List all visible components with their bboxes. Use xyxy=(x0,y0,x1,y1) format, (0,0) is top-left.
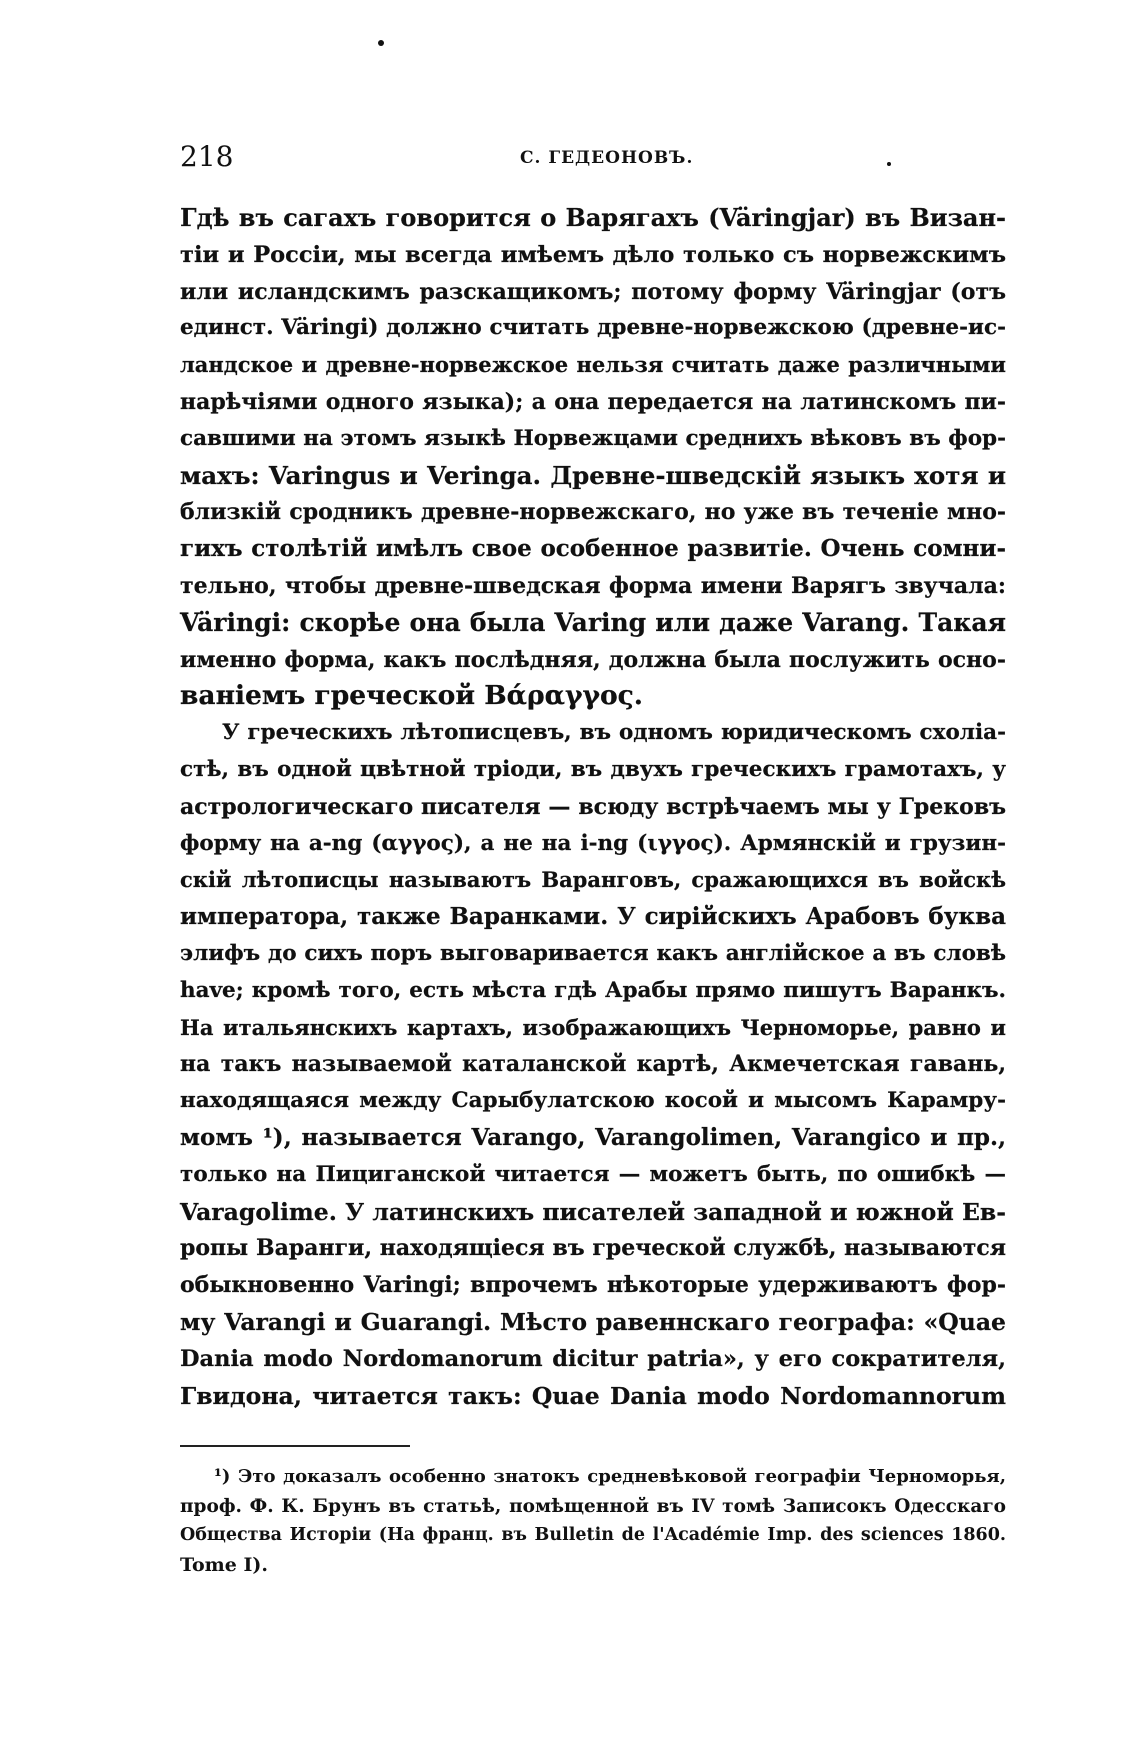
text-line: Гдѣ въ сагахъ говорится о Варягахъ (Väringjar) въ Визан- xyxy=(180,203,1006,232)
text-line: му Varangi и Guarangi. Мѣсто равеннскаго географа: «Quae xyxy=(180,1307,1006,1336)
text-line: элифъ до сихъ поръ выговаривается какъ англійское a въ словѣ xyxy=(180,940,1006,966)
footnote-divider xyxy=(180,1445,410,1447)
text-line: обыкновенно Varingi; впрочемъ нѣкоторые удерживаютъ фор- xyxy=(180,1272,1006,1299)
footnotes xyxy=(180,1462,1006,1580)
footnote-line: ¹) Это доказалъ особенно знатокъ средневѣковой географіи Черноморья, xyxy=(214,1466,1006,1487)
text-line: ландское и древне-норвежское нельзя считать даже различными xyxy=(180,352,1006,378)
text-line: гихъ столѣтій имѣлъ свое особенное развитіе. Очень сомни- xyxy=(180,535,1006,563)
text-line: стѣ, въ одной цвѣтной тріоди, въ двухъ греческихъ грамотахъ, у xyxy=(180,756,1006,782)
footnote-line: проф. Ф. К. Брунъ въ статьѣ, помѣщенной въ IV томѣ Записокъ Одесскаго xyxy=(180,1495,1006,1517)
text-line: только на Пициганской читается — можетъ быть, по ошибкѣ — xyxy=(180,1161,1006,1187)
text-line: на такъ называемой каталанской картѣ, Акмечетская гавань, xyxy=(180,1051,1006,1078)
text-line: тельно, чтобы древне-шведская форма имени Варягъ звучала: xyxy=(180,572,1006,599)
text-line: У греческихъ лѣтописцевъ, въ одномъ юридическомъ схоліа- xyxy=(222,720,1006,746)
running-head: С. ГЕДЕОНОВЪ. xyxy=(520,148,694,168)
text-line: нарѣчіями одного языка); а она передается на латинскомъ пи- xyxy=(180,388,1006,415)
text-line: На итальянскихъ картахъ, изображающихъ Черноморье, равно и xyxy=(180,1014,1006,1040)
text-line: Dania modo Nordomanorum dicitur patria», у его сократителя, xyxy=(180,1345,1006,1372)
text-line: савшими на этомъ языкѣ Норвежцами среднихъ вѣковъ въ фор- xyxy=(180,425,1006,451)
text-line: ропы Варанги, находящіеся въ греческой службѣ, называются xyxy=(180,1235,1006,1262)
text-line: скій лѣтописцы называютъ Варанговъ, сражающихся въ войскѣ xyxy=(180,867,1006,893)
text-line: астрологическаго писателя — всюду встрѣчаемъ мы у Грековъ xyxy=(180,793,1006,820)
text-line: момъ ¹), называется Varango, Varangolimen, Varangico и пр., xyxy=(180,1123,1006,1151)
ink-speck-top xyxy=(378,40,384,46)
text-line: Varagolime. У латинскихъ писателей западной и южной Ев- xyxy=(180,1197,1006,1226)
text-line: близкій сродникъ древне-норвежскаго, но уже въ теченіе мно- xyxy=(180,499,1006,526)
text-line: Гвидона, читается такъ: Quae Dania modo Nordomannorum xyxy=(180,1381,1006,1410)
text-line: форму на a-ng (αγγος), а не на i-ng (ιγγος). Армянскій и грузин- xyxy=(180,830,1006,856)
page-header xyxy=(180,140,1010,180)
text-line: махъ: Varingus и Veringa. Древне-шведскій языкъ хотя и xyxy=(180,460,1006,490)
text-line: именно форма, какъ послѣдняя, должна была послужить осно- xyxy=(180,646,1006,673)
body-text xyxy=(180,200,1006,1414)
text-line: находящаяся между Сарыбулатскою косой и мысомъ Карамру- xyxy=(180,1088,1006,1114)
text-line: ваніемъ греческой Βάραγγος. xyxy=(180,680,644,712)
text-line: have; кромѣ того, есть мѣста гдѣ Арабы прямо пишутъ Варанкъ. xyxy=(180,977,1006,1003)
text-line: единст. Väringi) должно считать древне-норвежскою (древне-ис- xyxy=(180,315,1006,341)
footnote-line: Общества Исторіи (На франц. въ Bulletin de l'Académie Imp. des sciences 1860. xyxy=(180,1525,1006,1545)
text-line: Väringi: скорѣе она была Varing или даже Varang. Такая xyxy=(180,607,1006,637)
footnote-line: Tome I). xyxy=(180,1553,268,1576)
text-line: тіи и Россіи, мы всегда имѣемъ дѣло только съ норвежскимъ xyxy=(180,241,1006,268)
text-line: императора, также Варанками. У сирійскихъ Арабовъ буква xyxy=(180,903,1006,931)
text-line: или исландскимъ разскащикомъ; потому форму Väringjar (отъ xyxy=(180,278,1006,305)
page-number: 218 xyxy=(180,140,234,173)
